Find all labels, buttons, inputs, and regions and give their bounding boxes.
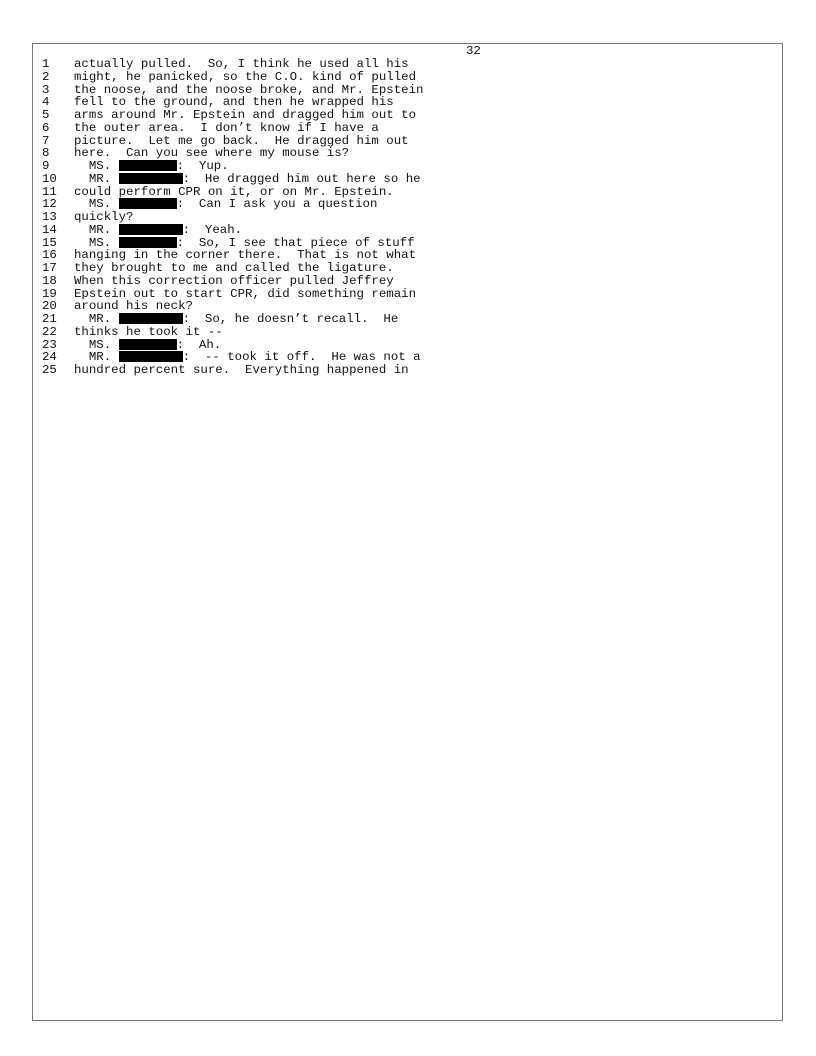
line-text: picture. Let me go back. He dragged him out xyxy=(74,133,409,148)
transcript-line xyxy=(42,326,742,339)
line-text: could perform CPR on it, or on Mr. Epstein. xyxy=(74,184,394,199)
redaction-bar xyxy=(119,173,183,184)
redaction-bar xyxy=(119,313,183,324)
transcript-line xyxy=(42,122,742,135)
page-number: 32 xyxy=(466,44,481,58)
line-number: 14 xyxy=(42,222,57,237)
line-number: 3 xyxy=(42,82,50,97)
redaction-bar xyxy=(119,160,177,171)
transcript-line xyxy=(42,198,742,211)
line-number: 24 xyxy=(42,350,57,365)
line-text: thinks he took it -- xyxy=(74,324,223,339)
line-number: 18 xyxy=(42,273,57,288)
speaker-prefix: MS. xyxy=(74,235,119,250)
line-number: 10 xyxy=(42,171,57,186)
line-text: fell to the ground, and then he wrapped his xyxy=(74,95,394,110)
redaction-bar xyxy=(119,198,177,209)
line-number: 17 xyxy=(42,261,57,275)
redaction-bar xyxy=(119,351,183,362)
line-number: 25 xyxy=(42,363,57,377)
speaker-prefix: MR. xyxy=(74,171,119,186)
line-number: 16 xyxy=(42,248,57,263)
speaker-prefix: MR. xyxy=(74,312,119,326)
line-text: : Can I ask you a question xyxy=(176,197,378,212)
speaker-prefix: MS. xyxy=(74,159,119,173)
line-number: 11 xyxy=(42,184,57,199)
line-number: 1 xyxy=(42,57,50,71)
line-number: 21 xyxy=(42,312,57,326)
line-number: 9 xyxy=(42,159,50,173)
line-number: 7 xyxy=(42,133,50,148)
line-text: arms around Mr. Epstein and dragged him out to xyxy=(74,108,417,122)
line-number: 13 xyxy=(42,210,57,224)
transcript-body xyxy=(42,58,742,377)
redaction-bar xyxy=(119,224,183,235)
transcript-line xyxy=(42,262,742,275)
line-number: 20 xyxy=(42,299,57,314)
line-text: : -- took it off. He was not a xyxy=(182,350,421,365)
transcript-line xyxy=(42,147,742,160)
line-text: : So, I see that piece of stuff xyxy=(176,235,415,250)
transcript-line xyxy=(42,364,742,377)
line-text: they brought to me and called the ligature. xyxy=(74,261,394,275)
line-text: : Ah. xyxy=(176,337,222,352)
line-text: : Yeah. xyxy=(182,222,243,237)
line-text: around his neck? xyxy=(74,299,193,314)
speaker-prefix: MR. xyxy=(74,222,119,237)
line-text: : He dragged him out here so he xyxy=(182,171,421,186)
transcript-line xyxy=(42,275,742,288)
line-number: 15 xyxy=(42,235,57,250)
redaction-bar xyxy=(119,237,177,248)
line-number: 5 xyxy=(42,108,50,122)
line-text: the noose, and the noose broke, and Mr. Epstein xyxy=(74,82,424,97)
line-text: : Yup. xyxy=(176,159,229,173)
transcript-line xyxy=(42,186,742,199)
line-text: hanging in the corner there. That is not what xyxy=(74,248,417,263)
line-number: 2 xyxy=(42,69,50,84)
transcript-line xyxy=(42,109,742,122)
line-number: 6 xyxy=(42,120,50,135)
line-text: When this correction officer pulled Jeffrey xyxy=(74,273,394,288)
line-number: 22 xyxy=(42,324,57,339)
line-number: 4 xyxy=(42,95,50,110)
transcript-line xyxy=(42,71,742,84)
line-text: quickly? xyxy=(74,210,134,224)
transcript-line xyxy=(42,58,742,71)
transcript-line xyxy=(42,160,742,173)
transcript-line xyxy=(42,224,742,237)
line-text: hundred percent sure. Everything happened in xyxy=(74,363,409,377)
line-text: might, he panicked, so the C.O. kind of pulled xyxy=(74,69,417,84)
transcript-line xyxy=(42,173,742,186)
line-text: actually pulled. So, I think he used all his xyxy=(74,57,409,71)
speaker-prefix: MS. xyxy=(74,337,119,352)
transcript-line xyxy=(42,211,742,224)
line-number: 23 xyxy=(42,337,57,352)
line-text: the outer area. I don’t know if I have a xyxy=(74,120,379,135)
line-text: here. Can you see where my mouse is? xyxy=(74,146,350,161)
transcript-line xyxy=(42,313,742,326)
line-text: : So, he doesn’t recall. He xyxy=(182,312,399,326)
redaction-bar xyxy=(119,339,177,350)
line-number: 8 xyxy=(42,146,50,161)
speaker-prefix: MS. xyxy=(74,197,119,212)
line-number: 12 xyxy=(42,197,57,212)
line-text: Epstein out to start CPR, did something remain xyxy=(74,286,417,301)
speaker-prefix: MR. xyxy=(74,350,119,365)
line-number: 19 xyxy=(42,286,57,301)
